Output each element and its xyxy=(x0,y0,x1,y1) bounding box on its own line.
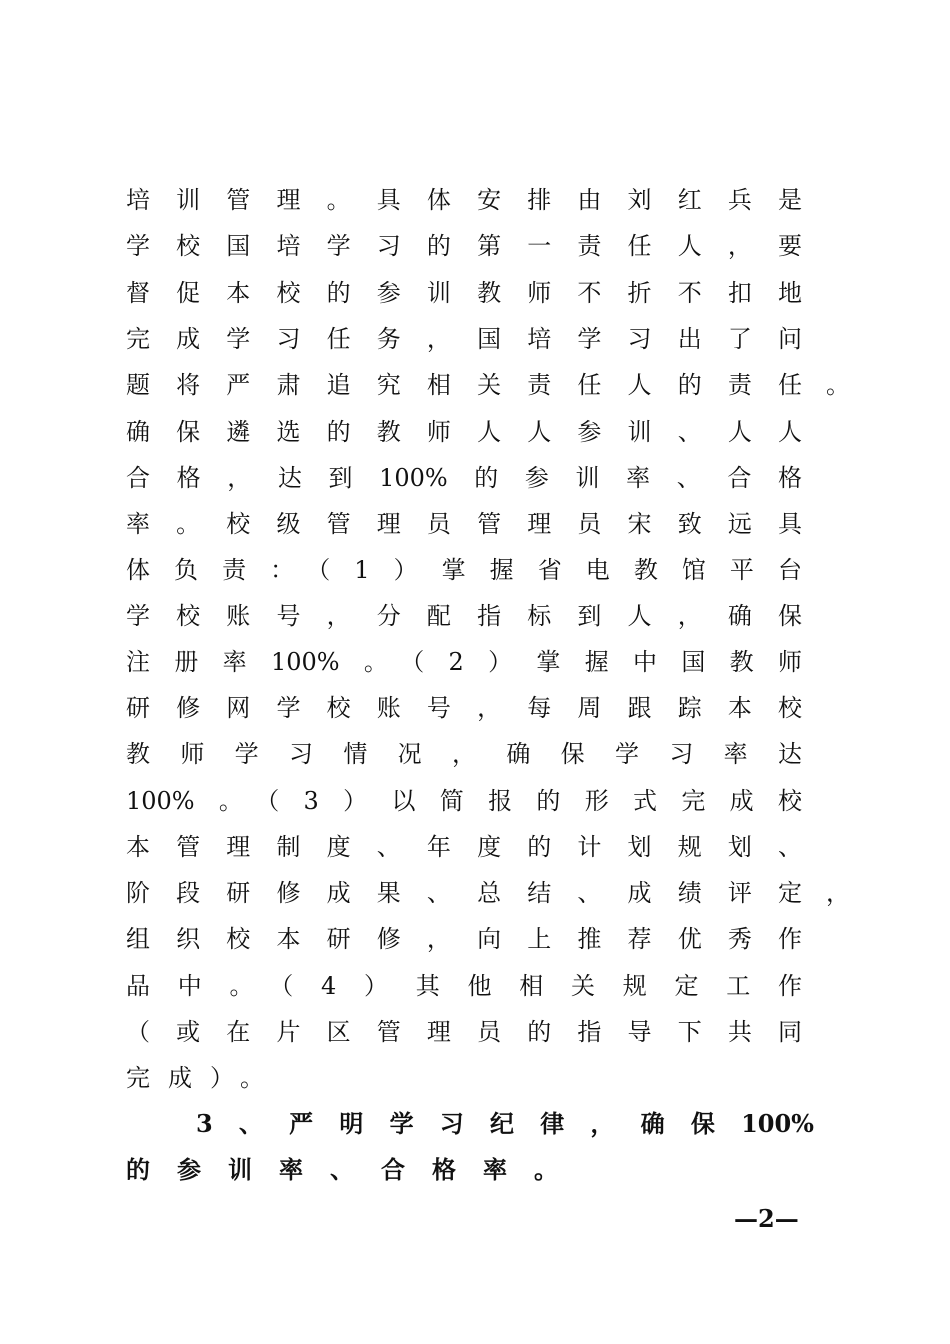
body-line-10: 学校账号，分配指标到人，确保 xyxy=(126,602,802,630)
hanging-punct-16: ， xyxy=(826,879,850,907)
body-line-16: 阶段研修成果、总结、成绩评定 xyxy=(126,879,802,907)
body-line-12: 研修网学校账号，每周跟踪本校 xyxy=(126,694,802,722)
body-line-6: 确保遴选的教师人人参训、人人 xyxy=(126,418,802,446)
hanging-punct-5: 。 xyxy=(826,371,850,399)
body-line-13: 教师学习情况，确保学习率达 xyxy=(126,740,802,768)
section-heading-line-1: 3、严明学习纪律，确保100% xyxy=(196,1109,814,1138)
body-line-17: 组织校本研修，向上推荐优秀作 xyxy=(126,925,802,953)
body-line-5: 题将严肃追究相关责任人的责任 xyxy=(126,371,802,399)
body-line-15: 本管理制度、年度的计划规划、 xyxy=(126,833,802,861)
body-line-1: 培训管理。具体安排由刘红兵是 xyxy=(126,186,802,214)
body-line-3: 督促本校的参训教师不折不扣地 xyxy=(126,279,802,307)
body-line-19: （或在片区管理员的指导下共同 xyxy=(126,1018,802,1046)
body-line-11: 注册率100%。（2）掌握中国教师 xyxy=(126,648,802,676)
body-line-14: 100%。（3）以简报的形式完成校 xyxy=(126,787,802,815)
section-heading-line-2: 的参训率、合格率。 xyxy=(126,1155,585,1184)
body-line-8: 率。校级管理员管理员宋致远具 xyxy=(126,510,802,538)
body-line-20: 完成）。 xyxy=(126,1064,282,1092)
page-number: —2— xyxy=(734,1204,799,1233)
body-line-7: 合格，达到100%的参训率、合格 xyxy=(126,464,802,492)
body-line-2: 学校国培学习的第一责任人，要 xyxy=(126,232,802,260)
body-line-4: 完成学习任务，国培学习出了问 xyxy=(126,325,802,353)
body-line-9: 体负责：（1）掌握省电教馆平台 xyxy=(126,556,802,584)
body-line-18: 品中。（4）其他相关规定工作 xyxy=(126,972,802,1000)
